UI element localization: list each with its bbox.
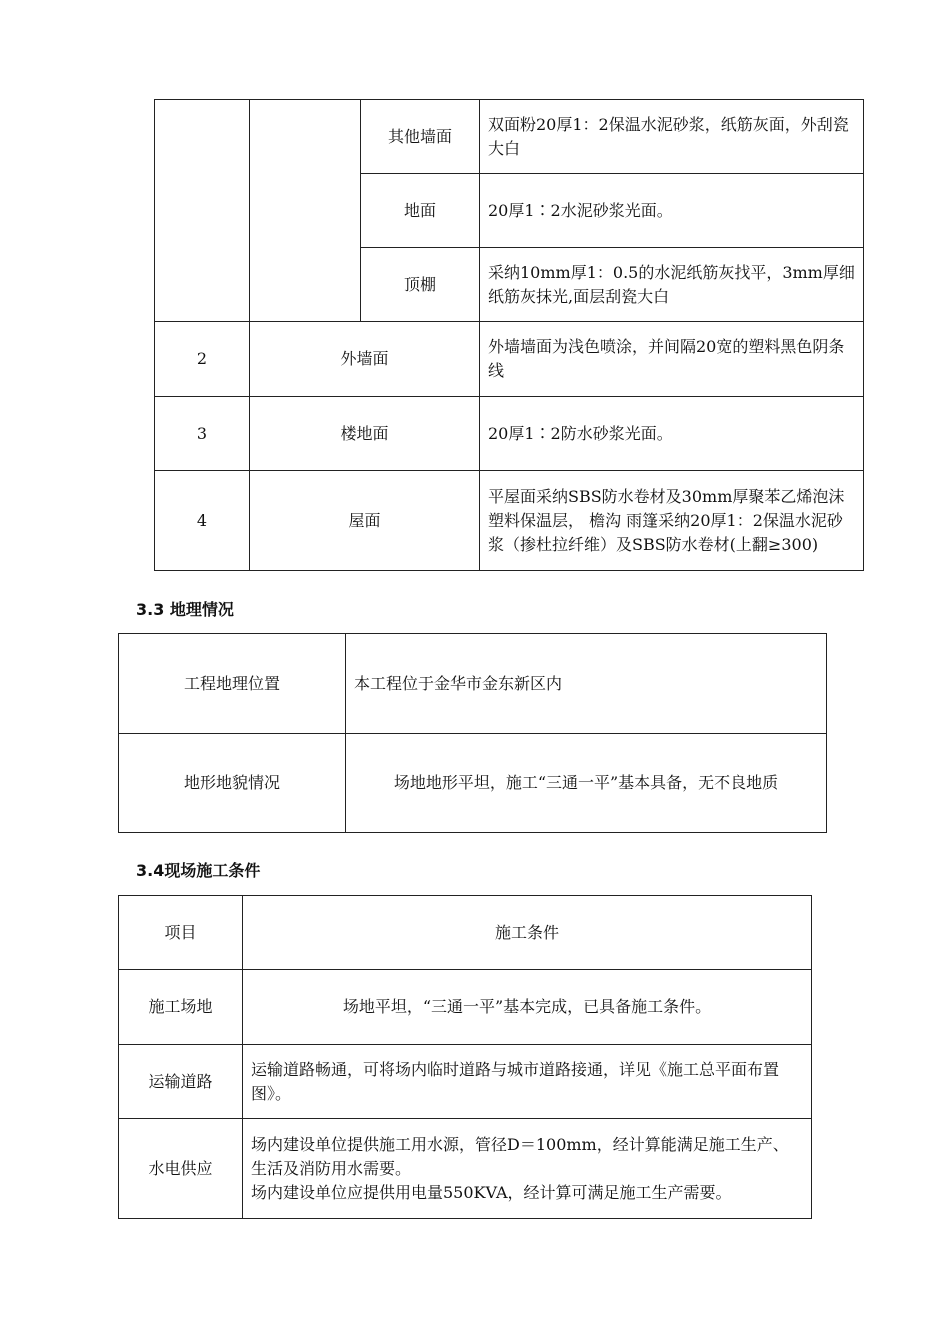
item-cell: 楼地面 — [250, 397, 480, 471]
value-cell: 场地平坦，“三通一平”基本完成，已具备施工条件。 — [243, 970, 812, 1045]
item-cell: 外墙面 — [250, 322, 480, 397]
row-number-cell: 3 — [155, 397, 250, 471]
value-line: 场内建设单位应提供用电量550KVA，经计算可满足施工生产需要。 — [251, 1182, 732, 1202]
value-cell: 运输道路畅通，可将场内临时道路与城市道路接通，详见《施工总平面布置图》。 — [243, 1045, 812, 1119]
item-cell: 其他墙面 — [361, 100, 480, 174]
table-cell-empty — [250, 100, 361, 322]
header-cell: 施工条件 — [243, 896, 812, 970]
description-cell: 20厚1∶2防水砂浆光面。 — [480, 397, 864, 471]
label-cell: 工程地理位置 — [119, 634, 346, 734]
value-line: 场内建设单位提供施工用水源，管径D＝100mm，经计算能满足施工生产、生活及消防用水需要。 — [251, 1134, 789, 1178]
label-cell: 水电供应 — [119, 1119, 243, 1219]
description-cell: 20厚1∶2水泥砂浆光面。 — [480, 174, 864, 248]
decoration-table — [154, 99, 864, 571]
section-heading-geography: 3.3 地理情况 — [136, 600, 234, 619]
item-cell: 顶棚 — [361, 248, 480, 322]
description-cell: 外墙墙面为浅色喷涂，并间隔20宽的塑料黑色阴条线 — [480, 322, 864, 397]
label-cell: 运输道路 — [119, 1045, 243, 1119]
row-number-cell: 2 — [155, 322, 250, 397]
label-cell: 施工场地 — [119, 970, 243, 1045]
geography-table — [118, 633, 827, 833]
value-cell: 场地地形平坦，施工“三通一平”基本具备，无不良地质 — [346, 734, 827, 833]
description-cell: 采纳10mm厚1：0.5的水泥纸筋灰找平，3mm厚细纸筋灰抹光,面层刮瓷大白 — [480, 248, 864, 322]
item-cell: 地面 — [361, 174, 480, 248]
value-cell: 本工程位于金华市金东新区内 — [346, 634, 827, 734]
description-cell: 平屋面采纳SBS防水卷材及30mm厚聚苯乙烯泡沫塑料保温层， 檐沟 雨篷采纳20厚1：2保温水泥砂浆（掺杜拉纤维）及SBS防水卷材(上翻≥300) — [480, 471, 864, 571]
description-cell: 双面粉20厚1：2保温水泥砂浆，纸筋灰面，外刮瓷大白 — [480, 100, 864, 174]
value-cell — [243, 1119, 812, 1219]
site-conditions-table — [118, 895, 812, 1219]
item-cell: 屋面 — [250, 471, 480, 571]
table-cell-empty — [155, 100, 250, 322]
row-number-cell: 4 — [155, 471, 250, 571]
section-heading-site-conditions: 3.4现场施工条件 — [136, 861, 261, 880]
header-cell: 项目 — [119, 896, 243, 970]
label-cell: 地形地貌情况 — [119, 734, 346, 833]
